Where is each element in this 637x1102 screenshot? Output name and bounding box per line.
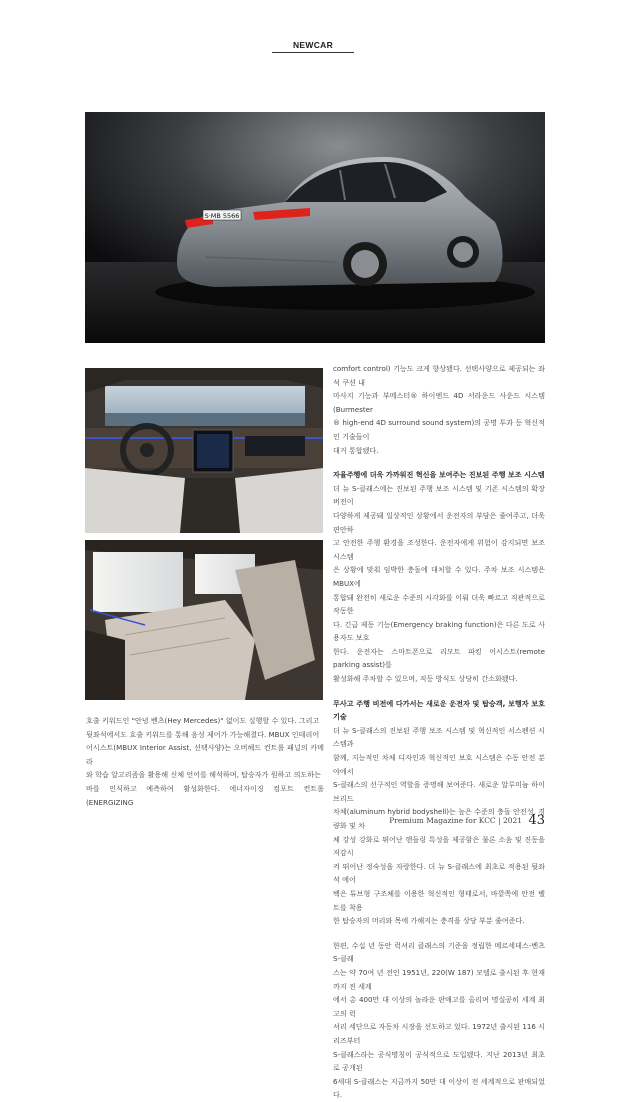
body-line: 뒷좌석에서도 호출 키워드를 통해 음성 제어가 가능해졌다. MBUX 인테리어 [86,729,320,739]
body-line: 한 탑승자의 머리와 목에 가해지는 충격을 상당 부분 줄여준다. [333,916,525,926]
body-line: 셔리 세단으로 자동차 시장을 선도하고 있다. 1972년 출시된 116 시리즈부터 [333,1022,545,1045]
body-line: S-클래스의 선구적인 역할을 증명해 보여준다. 새로운 알루미늄 하이브리드 [333,780,545,803]
body-line: 고 안전한 주행 환경을 조성한다. 운전자에게 위험이 감지되면 보조 시스템 [333,538,545,561]
cockpit-photo [85,368,323,533]
body-line: 백은 튜브형 구조체를 이용한 혁신적인 형태로서, 바깥쪽에 안전 벨트를 착용 [333,888,545,912]
body-line: 와 학습 알고리즘을 활용해 신체 언어를 해석하며, 탑승자가 원하고 의도하는 [86,770,321,780]
page-number: 43 [528,813,545,828]
section-rule [272,52,354,53]
body-line: 은 상황에 맞춰 임박한 충돌에 대처할 수 있다. 주차 보조 시스템은 MBUX에 [333,565,545,588]
license-plate: S·MB 5566 [204,212,240,220]
rear-seat-illustration [85,540,323,700]
intro-line: comfort control) 기능도 크게 향상됐다. 선택사양으로 제공되는 좌석 쿠션 내 [333,364,545,387]
intro-line: ® high-end 4D surround sound system)의 공명 투과 등 혁신적인 기술들이 [333,418,545,441]
body-line: 활성화해 주차할 수 있으며, 직등 방식도 상당히 간소화됐다. [333,674,518,684]
section-heading-autonomous: 자율주행에 더욱 가까워진 혁신을 보여주는 진보된 주행 보조 시스템 [333,470,545,480]
body-line: 다양하게 제공돼 일상적인 상황에서 운전자의 부담은 줄여주고, 더욱 편안하 [333,510,545,534]
car-exterior-photo [85,112,545,343]
body-line: S-클래스라는 공식명칭이 공식적으로 도입됐다. 지난 2013년 최초로 공개된 [333,1049,545,1073]
intro-line: 대거 통합됐다. [333,445,379,455]
left-text-column [86,714,324,809]
body-line: 더 뉴 S-클래스에는 진보된 주행 보조 시스템 및 기존 시스템의 확장 버전이 [333,483,545,507]
cockpit-illustration [85,368,323,533]
body-line: 한다. 운전자는 스마트폰으로 리모트 파킹 어시스트(remote parking assist)를 [333,646,545,670]
body-line: 호출 키워드인 "안녕 벤츠(Hey Mercedes)" 없이도 실행할 수 있다. 그리고 [86,716,320,725]
page-footer [389,813,545,828]
body-line: 에서 총 400만 대 이상의 놀라운 판매고를 올리며 명실공히 세계 최고의 럭 [333,995,545,1018]
body-line: 통합돼 완전히 새로운 수준의 시각화를 이뤄 더욱 빠르고 직관적으로 작동한 [333,592,545,616]
body-line: 켜 뛰어난 정숙성을 자랑한다. 더 뉴 S-클래스에 최초로 적용된 뒷좌석 에어 [333,861,545,885]
car-exterior-illustration [85,112,545,343]
intro-line: 마사지 기능과 부메스터® 하이엔드 4D 서라운드 사운드 시스템(Burmester [333,391,545,414]
body-line: 바를 인식하고 예측하여 활성화한다. 에너자이징 컴포트 컨트롤(ENERGIZING [86,783,324,807]
magazine-name: Premium Magazine for KCC | 2021 [389,816,523,825]
body-line: 함께, 지능적인 차체 디자인과 혁신적인 보호 시스템은 수동 안전 분야에서 [333,753,545,776]
body-line: 더 뉴 S-클래스의 진보된 주행 보조 시스템 및 혁신적인 서스펜션 시스템과 [333,725,545,749]
section-tag: NEWCAR [292,40,334,50]
body-line: 다. 긴급 제동 기능(Emergency braking function)은 다른 도로 사용자도 보호 [333,619,545,643]
body-line: 체 강성 강화로 뛰어난 핸들링 특성을 제공함은 물론 소음 및 진동을 저감시 [333,834,545,858]
body-line: 차체(aluminum hybrid bodyshell)는 높은 수준의 충돌 안전성, 경량화 및 차 [333,807,545,830]
body-line: 한편, 수십 년 동안 럭셔리 클래스의 기준을 정립한 메르세데스-벤츠 S-클래 [333,940,545,964]
body-line: 스는 약 70여 년 전인 1951년, 220(W 187) 모델로 출시된 후 현재까지 전 세계 [333,967,545,991]
section-heading-safety: 무사고 주행 비전에 다가서는 새로운 운전자 및 탑승객, 보행자 보호 기술 [333,698,545,722]
right-text-column [333,362,545,1102]
body-line: 6세대 S-클래스는 지금까지 50만 대 이상이 전 세계적으로 판매되었다. [333,1076,545,1100]
rear-seat-photo [85,540,323,700]
body-line: 어시스트(MBUX Interior Assist, 선택사양)는 오버헤드 컨트롤 패널의 카메라 [86,743,324,766]
